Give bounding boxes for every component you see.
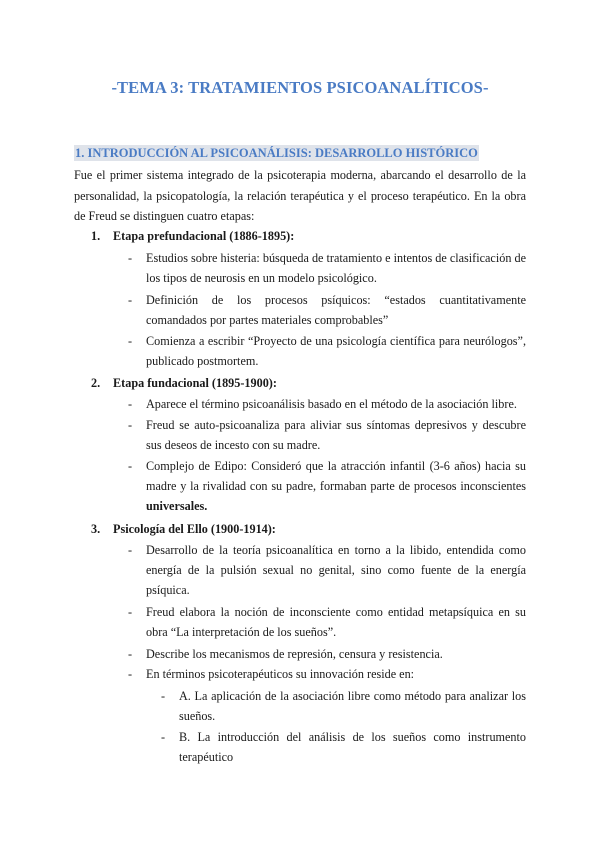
bullet-dash: - xyxy=(128,605,133,619)
list-item xyxy=(128,290,526,330)
bullet-dash: - xyxy=(128,397,133,411)
list-item-text: Aparece el término psicoanálisis basado en el método de la asociación libre. xyxy=(146,397,517,411)
stage-title: Etapa prefundacional (1886-1895): xyxy=(113,229,295,243)
bullet-dash: - xyxy=(161,730,166,744)
sub-list-item-text: A. La aplicación de la asociación libre como método para analizar los sueños. xyxy=(179,689,526,723)
list-item-text-main: Complejo de Edipo: Consideró que la atracción infantil (3-6 años) hacia su madre y la rivalidad con su padre, formaban parte de procesos inconscientes xyxy=(146,459,526,493)
bullet-dash: - xyxy=(128,293,133,307)
sub-list-item xyxy=(161,727,526,767)
section-heading: 1. INTRODUCCIÓN AL PSICOANÁLISIS: DESARROLLO HISTÓRICO xyxy=(75,146,478,160)
document-title: -TEMA 3: TRATAMIENTOS PSICOANALÍTICOS- xyxy=(111,78,489,97)
bullet-dash: - xyxy=(128,543,133,557)
list-item xyxy=(128,331,526,371)
list-item-text: En términos psicoterapéuticos su innovación reside en: xyxy=(146,667,415,681)
stage-heading xyxy=(91,373,277,393)
list-item-text: Definición de los procesos psíquicos: “estados cuantitativamente comandados por partes materiales comprobables” xyxy=(146,293,526,327)
list-item-text: Comienza a escribir “Proyecto de una psicología científica para neurólogos”, publicado postmortem. xyxy=(146,334,526,368)
list-item xyxy=(128,602,526,642)
list-item xyxy=(128,415,526,455)
sub-list-item xyxy=(161,686,526,726)
list-item xyxy=(128,664,526,684)
list-item-text: Estudios sobre histeria: búsqueda de tratamiento e intentos de clasificación de los tipos de neurosis en un modelo psicológico. xyxy=(146,251,526,285)
intro-paragraph: Fue el primer sistema integrado de la psicoterapia moderna, abarcando el desarrollo de la personalidad, la psicopatología, la relación terapéutica y el proceso terapéutico. En la obra de Freud se distinguen cuatro etapas: xyxy=(74,168,526,223)
list-item xyxy=(128,540,526,600)
stage-heading xyxy=(91,226,294,246)
stage-title: Psicología del Ello (1900-1914): xyxy=(113,522,276,536)
stage-heading xyxy=(91,519,276,539)
list-item-text-bold: universales. xyxy=(146,499,208,513)
stage-number: 2. xyxy=(91,376,101,390)
stage-number: 3. xyxy=(91,522,101,536)
bullet-dash: - xyxy=(128,647,133,661)
stage-title: Etapa fundacional (1895-1900): xyxy=(113,376,277,390)
stage-number: 1. xyxy=(91,229,101,243)
list-item-text: Describe los mecanismos de represión, censura y resistencia. xyxy=(146,647,443,661)
bullet-dash: - xyxy=(128,251,133,265)
list-item xyxy=(128,644,526,664)
bullet-dash: - xyxy=(128,418,133,432)
bullet-dash: - xyxy=(128,459,133,473)
list-item-text xyxy=(146,456,526,516)
bullet-dash: - xyxy=(161,689,166,703)
list-item-text: Desarrollo de la teoría psicoanalítica en torno a la libido, entendida como energía de la pulsión sexual no genital, sino como fuente de la energía psíquica. xyxy=(146,543,526,597)
list-item xyxy=(128,248,526,288)
sub-list-item-text: B. La introducción del análisis de los sueños como instrumento terapéutico xyxy=(179,730,526,764)
list-item xyxy=(128,394,526,414)
list-item-text: Freud se auto-psicoanaliza para aliviar sus síntomas depresivos y descubre sus deseos de incesto con su madre. xyxy=(146,418,526,452)
bullet-dash: - xyxy=(128,334,133,348)
list-item-text: Freud elabora la noción de inconsciente como entidad metapsíquica en su obra “La interpretación de los sueños”. xyxy=(146,605,526,639)
list-item xyxy=(128,456,526,516)
bullet-dash: - xyxy=(128,667,133,681)
